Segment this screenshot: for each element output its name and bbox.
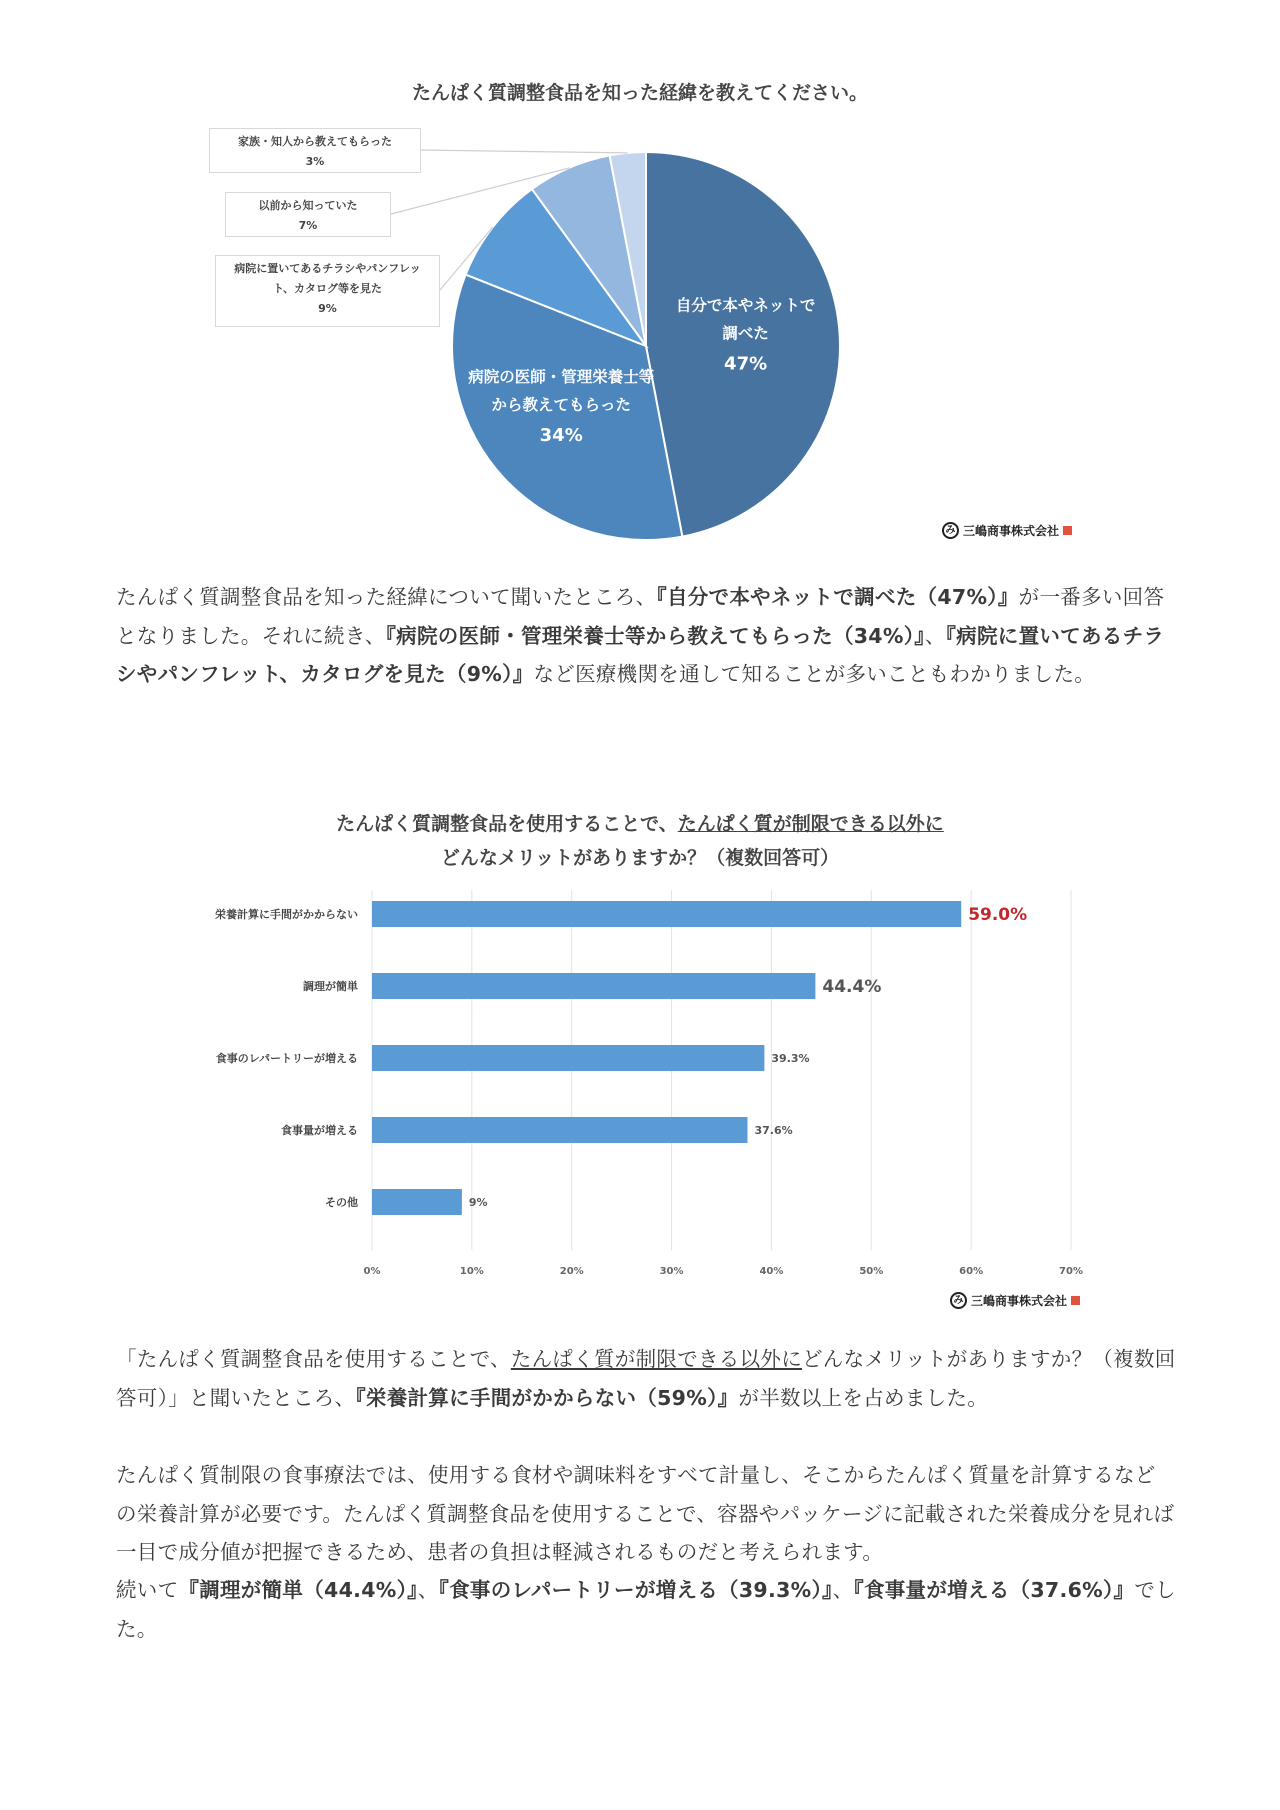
pie-slice bbox=[646, 152, 840, 537]
bar-chart bbox=[0, 870, 1280, 1277]
bar-title-part1: たんぱく質調整食品を使用することで、 bbox=[336, 813, 678, 835]
p4-bold-1: 『調理が簡単（44.4%）』 bbox=[178, 1578, 418, 1602]
p4-bold-2: 『食事のレパートリーが増える（39.3%）』 bbox=[438, 1578, 833, 1602]
p2-underlined: たんぱく質が制限できる以外に bbox=[510, 1347, 802, 1371]
bar bbox=[372, 1045, 764, 1071]
bar-value-label: 44.4% bbox=[822, 977, 882, 997]
pie-logo-text: 三嶋商事株式会社 bbox=[963, 524, 1060, 538]
bar bbox=[372, 973, 815, 999]
p1-bold-2: 『病院の医師・管理栄養士等から教えてもらった（34%）』 bbox=[385, 623, 925, 648]
bar-x-tick-label: 50% bbox=[859, 1266, 884, 1277]
pie-slice-label: 自分で本やネットで bbox=[675, 296, 816, 315]
pie-leader-line bbox=[421, 150, 628, 153]
bar-category-label: 栄養計算に手間がかからない bbox=[215, 908, 358, 921]
paragraph-pie-summary bbox=[116, 578, 1176, 694]
paragraph-diet-therapy: たんぱく質制限の食事療法では、使用する食材や調味料をすべて計量し、そこからたんぱく質量を計算するなどの栄養計算が必要です。たんぱく質調整食品を使用することで、容器やパッケージに記載された栄養成分を見れば一目で成分値が把握できるため、患者の負担は軽減されるものだと考えられます。 bbox=[116, 1463, 1175, 1564]
p4-text-2: 、 bbox=[417, 1578, 439, 1602]
paragraph-bar-summary bbox=[116, 1340, 1176, 1417]
bar-x-tick-label: 10% bbox=[459, 1266, 484, 1277]
pie-callout-family-percent: 3% bbox=[305, 155, 325, 168]
pie-chart bbox=[0, 0, 1280, 560]
bar-x-tick-label: 40% bbox=[759, 1266, 784, 1277]
bar-category-label: 調理が簡単 bbox=[303, 980, 358, 993]
bar bbox=[372, 1117, 748, 1143]
pie-slice-percent: 47% bbox=[724, 353, 768, 375]
bar-x-tick-label: 30% bbox=[659, 1266, 684, 1277]
p1-bold-3: 『病院に置いてあるチラシやパンフレット、カタログを見た（9%）』 bbox=[116, 623, 1165, 686]
bar-title-line2: どんなメリットがありますか？（複数回答可） bbox=[440, 847, 840, 869]
seal-icon bbox=[1071, 1296, 1080, 1305]
p1-bold-1: 『自分で本やネットで調べた（47%）』 bbox=[656, 585, 1019, 609]
bar-chart-title bbox=[0, 807, 1280, 875]
bar-x-tick-label: 0% bbox=[363, 1266, 381, 1277]
pie-callout-hospital-flyer-percent: 9% bbox=[318, 302, 337, 315]
company-mark-icon: み bbox=[942, 522, 959, 539]
p2-text-2: どんなメリットがありますか？（複数回答可）」と聞いたところ、 bbox=[116, 1347, 1176, 1410]
bar-x-tick-label: 70% bbox=[1059, 1266, 1083, 1277]
pie-chart-title: たんぱく質調整食品を知った経緯を教えてください。 bbox=[411, 82, 868, 104]
paragraph-followup bbox=[116, 1571, 1176, 1648]
bar bbox=[372, 1189, 462, 1215]
pie-slice-label: 病院の医師・管理栄養士等 bbox=[468, 368, 655, 387]
p2-text-1: 「たんぱく質調整食品を使用することで、 bbox=[116, 1347, 511, 1371]
bar-value-label: 9% bbox=[468, 1196, 488, 1209]
pie-company-logo bbox=[942, 522, 1072, 539]
bar-value-label: 39.3% bbox=[771, 1052, 810, 1065]
bar bbox=[372, 901, 961, 927]
p4-text-3: 、 bbox=[832, 1578, 854, 1602]
bar-value-label: 59.0% bbox=[968, 905, 1028, 925]
p4-text-1: 続いて bbox=[116, 1578, 179, 1602]
p2-bold-1: 『栄養計算に手間がかからない（59%）』 bbox=[355, 1385, 739, 1410]
bar-value-label: 37.6% bbox=[754, 1124, 793, 1137]
pie-callout-known bbox=[225, 192, 391, 237]
p4-text-4: でした。 bbox=[116, 1578, 1176, 1641]
pie-slice-label: 調べた bbox=[722, 324, 769, 343]
bar-company-logo bbox=[950, 1292, 1080, 1309]
company-mark-icon: み bbox=[950, 1292, 967, 1309]
pie-callout-hospital-flyer bbox=[215, 255, 440, 327]
pie-callout-known-label: 以前から知っていた bbox=[258, 199, 358, 212]
p4-bold-3: 『食事量が増える（37.6%）』 bbox=[853, 1578, 1135, 1602]
p1-text-4: など医療機関を通して知ることが多いこともわかりました。 bbox=[533, 662, 1096, 686]
pie-callout-hospital-flyer-label2: ト、カタログ等を見た bbox=[272, 282, 382, 295]
seal-icon bbox=[1063, 526, 1072, 535]
pie-callout-known-percent: 7% bbox=[298, 219, 318, 232]
bar-category-label: 食事のレパートリーが増える bbox=[215, 1052, 358, 1065]
p1-text-3: 、 bbox=[924, 623, 946, 648]
bar-logo-text: 三嶋商事株式会社 bbox=[971, 1294, 1068, 1308]
bar-x-tick-label: 20% bbox=[559, 1266, 584, 1277]
p2-text-3: が半数以上を占めました。 bbox=[738, 1385, 989, 1410]
pie-callout-family bbox=[209, 128, 421, 173]
bar-x-tick-label: 60% bbox=[959, 1266, 984, 1277]
pie-slice-label: から教えてもらった bbox=[491, 396, 631, 415]
bar-category-label: その他 bbox=[325, 1196, 358, 1209]
pie-callout-family-label: 家族・知人から教えてもらった bbox=[238, 135, 392, 148]
p1-text-2: が一番多い回答となりました。それに続き、 bbox=[116, 585, 1165, 648]
p1-text-1: たんぱく質調整食品を知った経緯について聞いたところ、 bbox=[116, 585, 657, 609]
bar-title-underlined: たんぱく質が制限できる以外に bbox=[677, 813, 944, 835]
bar-category-label: 食事量が増える bbox=[281, 1124, 358, 1137]
pie-slice-percent: 34% bbox=[539, 425, 583, 447]
pie-callout-hospital-flyer-label1: 病院に置いてあるチラシやパンフレッ bbox=[234, 262, 421, 275]
